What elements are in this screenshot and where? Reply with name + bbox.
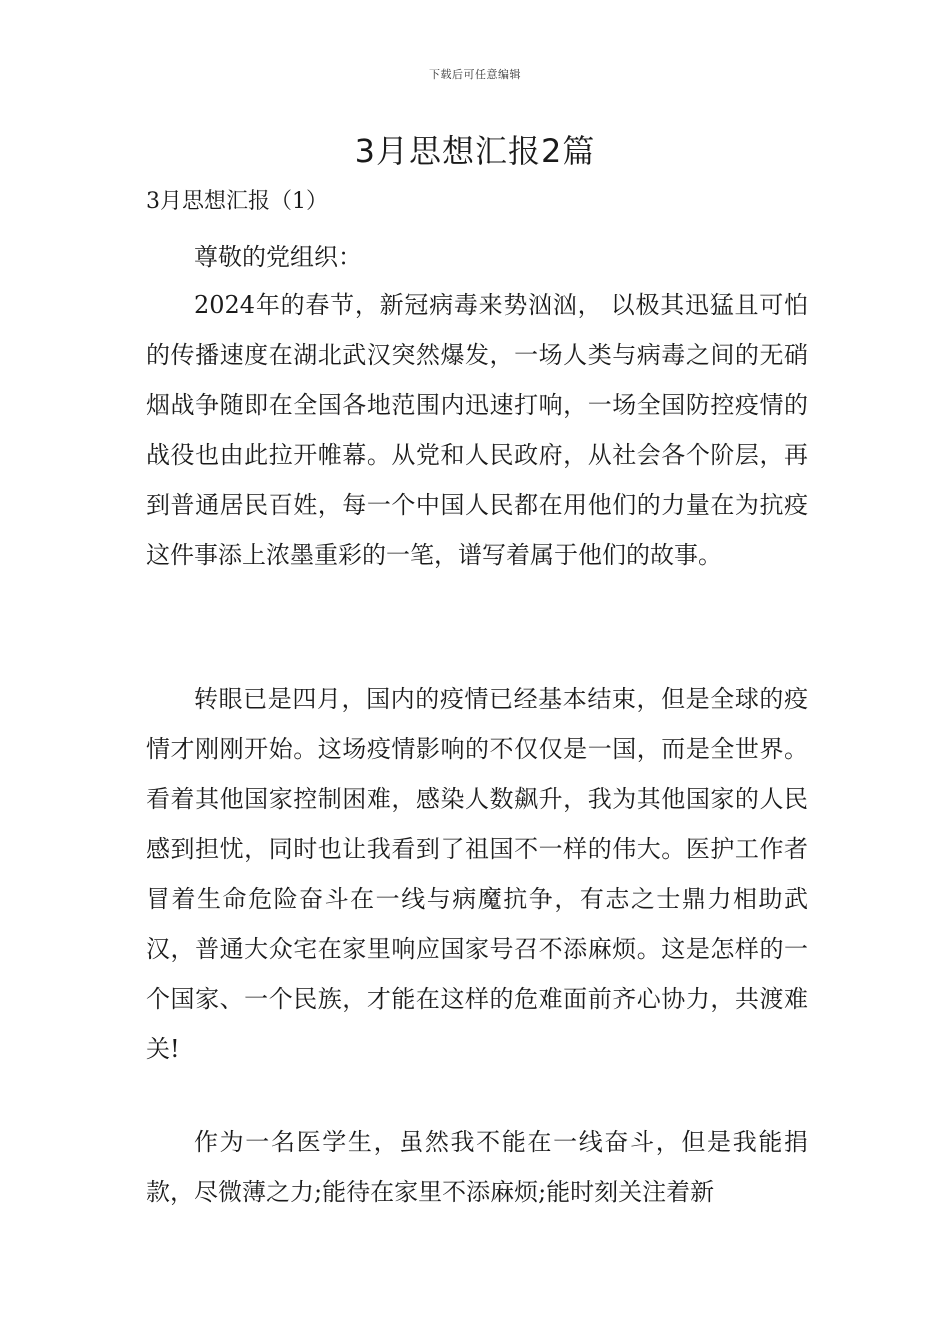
paragraph-3: 作为一名医学生，虽然我不能在一线奋斗，但是我能捐款，尽微薄之力;能待在家里不添麻烦;能时刻关注着新 bbox=[146, 1128, 808, 1206]
paragraph-1: 2024年的春节，新冠病毒来势汹汹， 以极其迅猛且可怕的传播速度在湖北武汉突然爆发，一场人类与病毒之间的无硝烟战争随即在全国各地范围内迅速打响，一场全国防控疫情的战役也由此拉开帷幕。从党和人民政府，从社会各个阶层，再到普通居民百姓，每一个中国人民都在用他们的力量在为抗疫这件事添上浓墨重彩的一笔，谱写着属于他们的故事。 bbox=[146, 291, 808, 569]
document-title: 3月思想汇报2篇 bbox=[354, 132, 596, 170]
section-heading: 3月思想汇报（1） bbox=[146, 189, 328, 214]
salutation: 尊敬的党组织： bbox=[194, 243, 362, 271]
header-note: 下载后可任意编辑 bbox=[429, 68, 521, 81]
paragraph-2: 转眼已是四月，国内的疫情已经基本结束，但是全球的疫情才刚刚开始。这场疫情影响的不仅仅是一国，而是全世界。看着其他国家控制困难，感染人数飙升，我为其他国家的人民感到担忧，同时也让我看到了祖国不一样的伟大。医护工作者冒着生命危险奋斗在一线与病魔抗争，有志之士鼎力相助武汉，普通大众宅在家里响应国家号召不添麻烦。这是怎样的一个国家、一个民族，才能在这样的危难面前齐心协力，共渡难关! bbox=[146, 685, 808, 1063]
